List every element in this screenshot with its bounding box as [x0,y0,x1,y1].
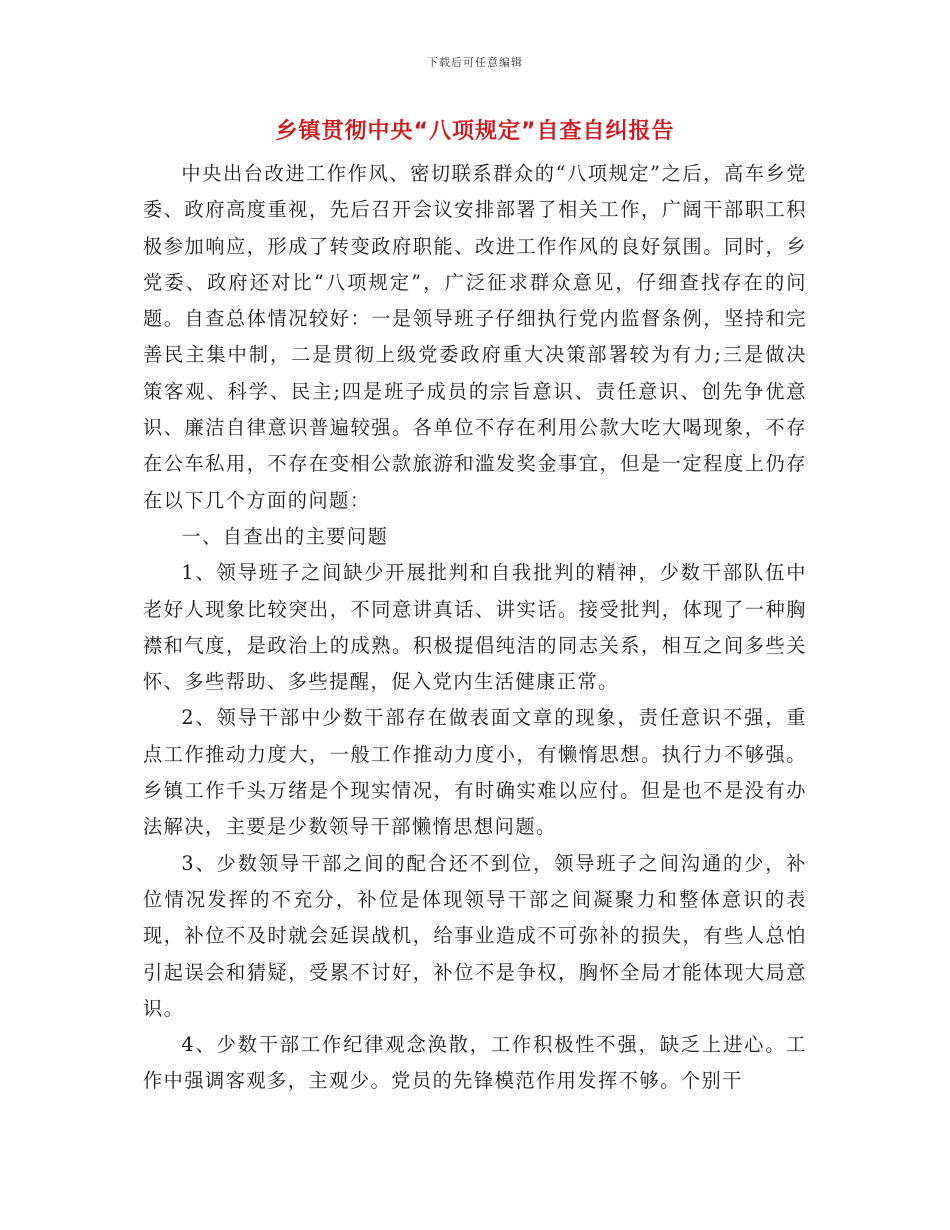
header-note: 下载后可任意编辑 [427,56,523,69]
document-title: 乡镇贯彻中央“八项规定”自查自纠报告 [275,119,675,144]
section-heading: 一、自查出的主要问题 [181,524,389,548]
paragraph-item-4: 4、少数干部工作纪律观念涣散，工作积极性不强，缺乏上进心。工作中强调客观多，主观少。党员的先锋模范作用发挥不够。个别干 [143,1033,807,1093]
paragraph-item-1: 1、领导班子之间缺少开展批判和自我批判的精神，少数干部队伍中老好人现象比较突出，不同意讲真话、讲实话。接受批判，体现了一种胸襟和气度，是政治上的成熟。积极提倡纯洁的同志关系，相互之间多些关怀、多些帮助、多些提醒，促入党内生活健康正常。 [143,561,807,694]
document-body [143,156,807,1100]
paragraph-item-2: 2、领导干部中少数干部存在做表面文章的现象，责任意识不强，重点工作推动力度大，一般工作推动力度小，有懒惰思想。执行力不够强。乡镇工作千头万绪是个现实情况，有时确实难以应付。但是也不是没有办法解决，主要是少数领导干部懒惰思想问题。 [143,706,807,839]
paragraph-item-3: 3、少数领导干部之间的配合还不到位，领导班子之间沟通的少，补位情况发挥的不充分，补位是体现领导干部之间凝聚力和整体意识的表现，补位不及时就会延误战机，给事业造成不可弥补的损失，有些人总怕引起误会和猜疑，受累不讨好，补位不是争权，胸怀全局才能体现大局意识。 [143,851,807,1020]
paragraph-intro: 中央出台改进工作作风、密切联系群众的“八项规定”之后，高车乡党委、政府高度重视，先后召开会议安排部署了相关工作，广阔干部职工积极参加响应，形成了转变政府职能、改进工作作风的良好氛围。同时，乡党委、政府还对比“八项规定”，广泛征求群众意见，仔细查找存在的问题。自查总体情况较好：一是领导班子仔细执行党内监督条例，坚持和完善民主集中制，二是贯彻上级党委政府重大决策部署较为有力;三是做决策客观、科学、民主;四是班子成员的宗旨意识、责任意识、创先争优意识、廉洁自律意识普遍较强。各单位不存在利用公款大吃大喝现象，不存在公车私用，不存在变相公款旅游和滥发奖金事宜，但是一定程度上仍存在以下几个方面的问题： [143,162,807,512]
